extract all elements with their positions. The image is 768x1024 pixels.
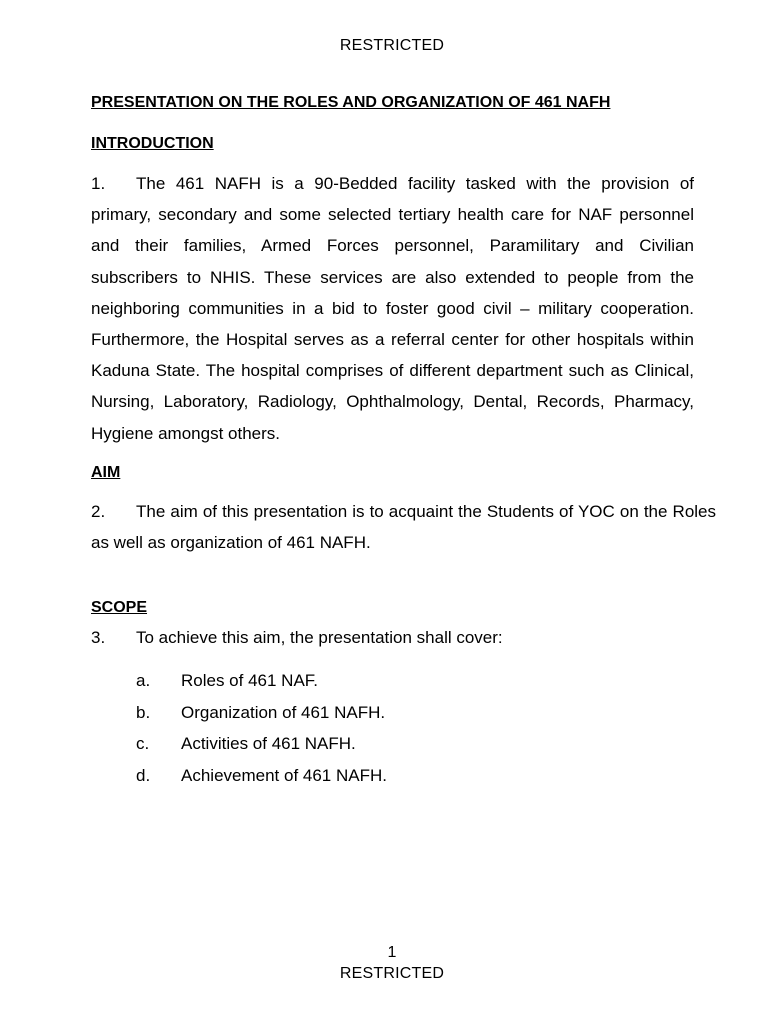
paragraph-number: 2. [91,501,106,521]
heading-scope: SCOPE [91,599,148,617]
paragraph-number: 1. [91,174,106,193]
list-item-text: Roles of 461 NAF. [181,671,319,691]
scope-list [91,665,694,791]
list-item-letter: d. [136,765,151,785]
document-body [91,92,716,791]
list-item-text: Achievement of 461 NAFH. [181,765,387,785]
heading-introduction: INTRODUCTION [91,135,214,152]
list-item-text: Organization of 461 NAFH. [181,702,386,722]
list-item [136,697,694,729]
header-classification: RESTRICTED [339,37,445,54]
paragraph-number: 3. [91,628,106,648]
paragraph-text: The 461 NAFH is a 90-Bedded facility tasked with the provision of primary, secondary and some selected tertiary health care for NAF personnel and their families, Armed Forces personnel, Paramilitary and Civilian subscribers to NHIS. These services are also extended to people from the neighboring communities in a bid to foster good civil – military cooperation. Furthermore, the Hospital serves as a referral center for other hospitals within Kaduna State. The hospital comprises of different department such as Clinical, Nursing, Laboratory, Radiology, Ophthalmology, Dental, Records, Pharmacy, Hygiene amongst others. [91,174,694,443]
list-item [136,665,694,697]
heading-aim: AIM [91,463,121,481]
paragraph-text: To achieve this aim, the presentation shall cover: [136,628,503,648]
list-item-letter: a. [136,671,151,691]
paragraph-introduction [91,168,694,449]
paragraph-scope [91,622,694,653]
paragraph-text: The aim of this presentation is to acquaint the Students of YOC on the Roles as well as organization of 461 NAFH. [91,501,716,553]
footer-classification: RESTRICTED [339,965,445,982]
list-item [136,760,694,792]
list-item [136,728,694,760]
page-number: 1 [387,944,397,961]
document-title: PRESENTATION ON THE ROLES AND ORGANIZATION OF 461 NAFH [91,94,611,111]
list-item-text: Activities of 461 NAFH. [181,734,356,754]
paragraph-aim [91,496,716,558]
list-item-letter: c. [136,734,150,754]
list-item-letter: b. [136,702,151,722]
